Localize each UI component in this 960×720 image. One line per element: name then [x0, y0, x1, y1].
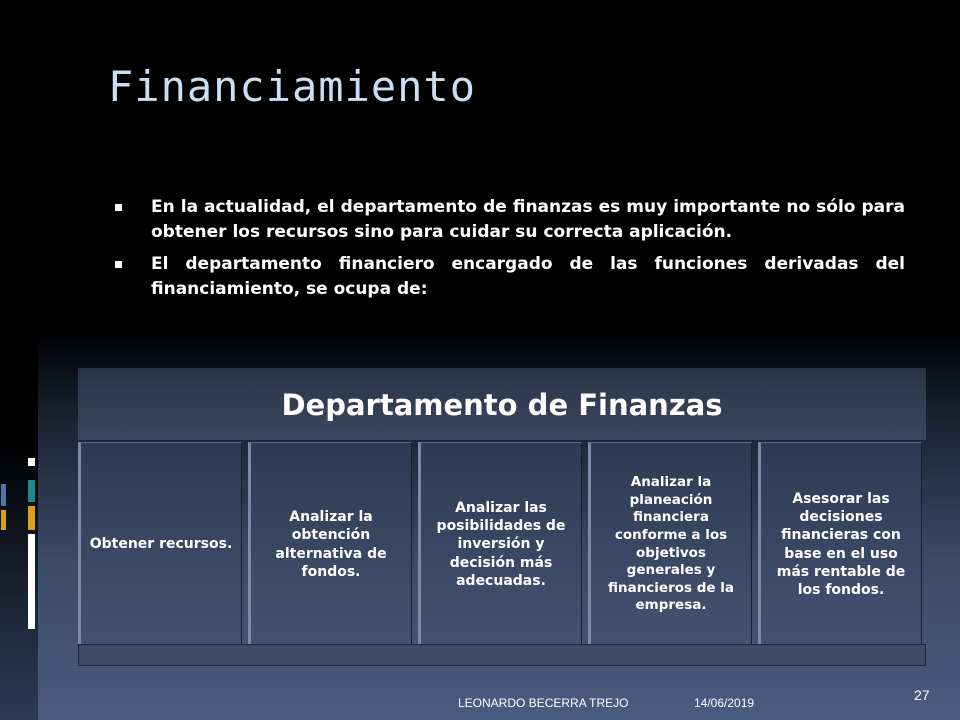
- bullet-square-icon: [115, 204, 122, 211]
- org-box-obtener-recursos: [78, 442, 242, 646]
- deco-bar-gold-left: [1, 510, 6, 530]
- bullet-item: [115, 252, 905, 301]
- deco-bar-white-bottom: [28, 534, 35, 629]
- page-title: Financiamiento: [108, 62, 477, 111]
- org-box-obtencion-fondos: [248, 442, 412, 646]
- bullet-text: El departamento financiero encargado de las funciones derivadas del financiamiento, se ocupa de:: [151, 254, 905, 299]
- org-header: [78, 368, 926, 440]
- deco-bar-white-top: [28, 458, 35, 466]
- org-footer-bar: [78, 644, 926, 666]
- footer-author: LEONARDO BECERRA TREJO: [458, 696, 629, 710]
- deco-bar-teal: [28, 480, 35, 502]
- footer-date: 14/06/2019: [694, 696, 755, 710]
- bullet-text: En la actualidad, el departamento de finanzas es muy importante no sólo para obtener los recursos sino para cuidar su correcta aplicación.: [151, 197, 905, 242]
- org-box-planeacion: [588, 442, 752, 646]
- org-header-title: Departamento de Finanzas: [281, 388, 723, 422]
- org-box-label: Asesorar las decisiones financieras con base en el uso más rentable de los fondos.: [776, 490, 906, 598]
- deco-bar-blue-left: [1, 484, 6, 506]
- org-box-inversion: [418, 442, 582, 646]
- bullet-list: [115, 195, 905, 310]
- org-box-label: Analizar las posibilidades de inversión y decisión más adecuadas.: [436, 500, 566, 589]
- org-box-asesorar: [758, 442, 922, 646]
- deco-bar-gold: [28, 506, 35, 530]
- bullet-item: [115, 195, 905, 244]
- page-number: 27: [914, 687, 930, 703]
- org-chart: [72, 368, 932, 668]
- org-box-label: Obtener recursos.: [89, 536, 233, 553]
- org-box-label: Analizar la planeación financiera conforme a los objetivos generales y financieros de la empresa.: [607, 474, 735, 614]
- org-box-label: Analizar la obtención alternativa de fondos.: [275, 509, 387, 580]
- bullet-square-icon: [115, 261, 122, 268]
